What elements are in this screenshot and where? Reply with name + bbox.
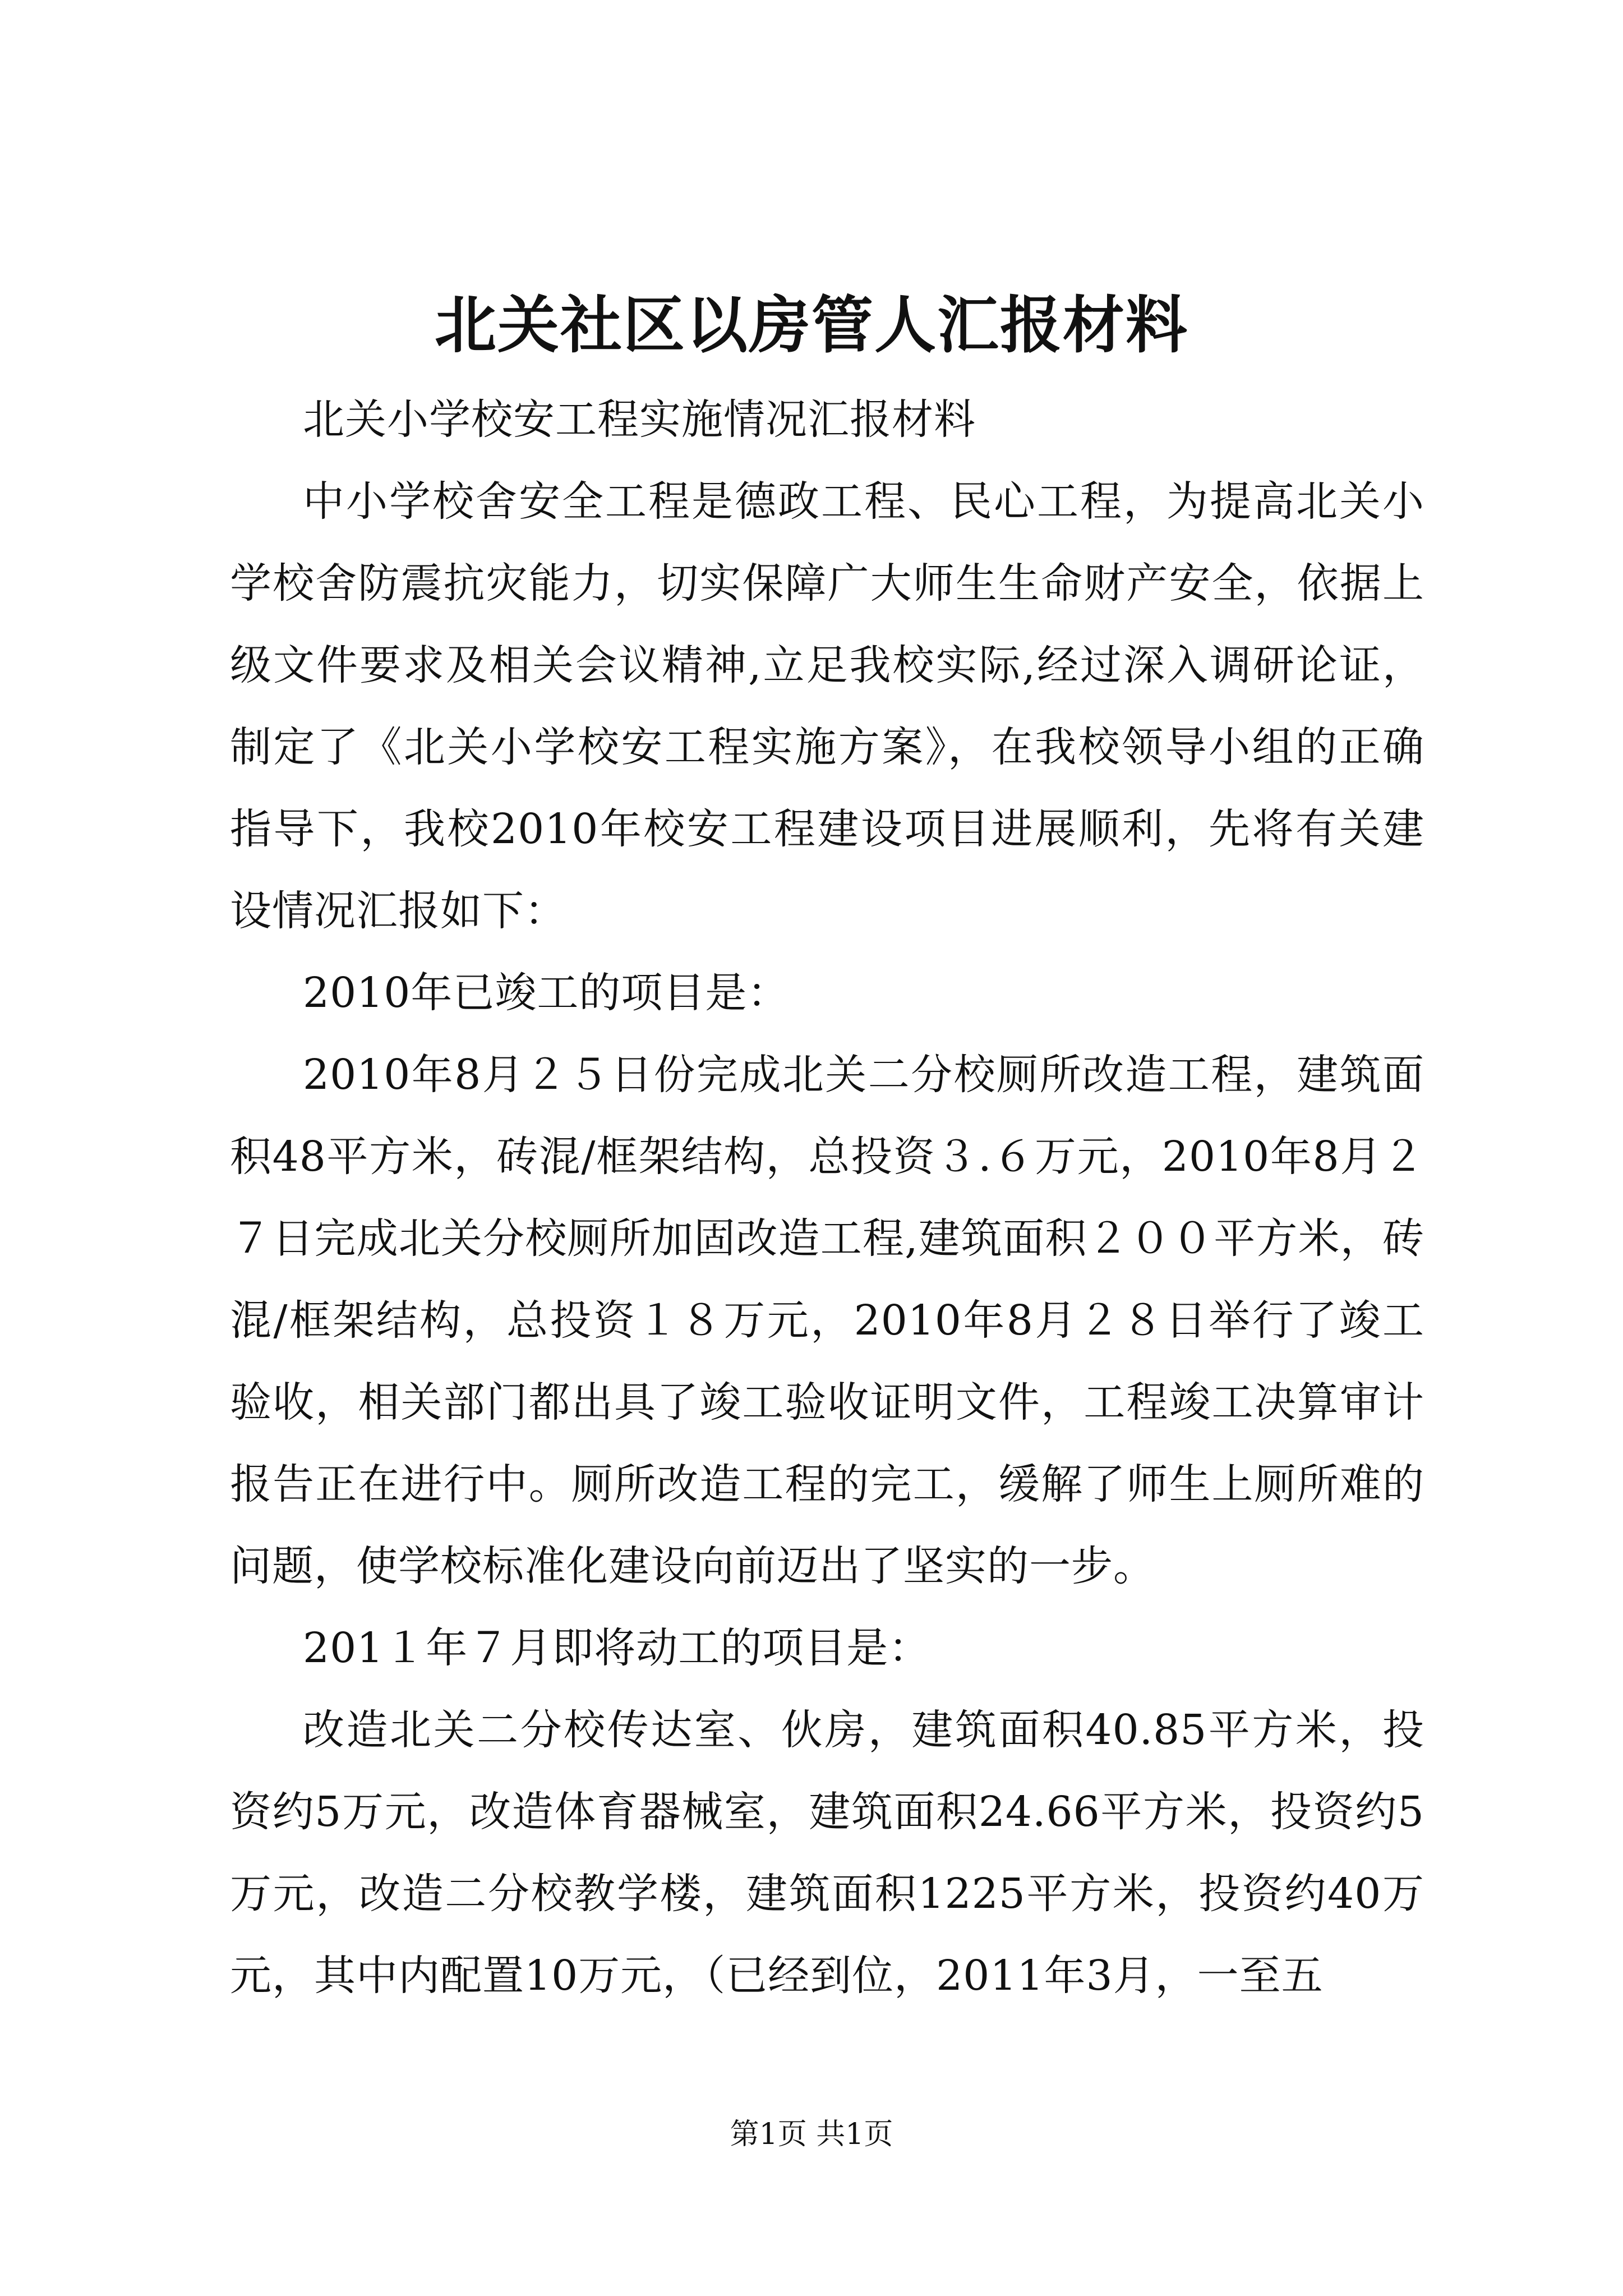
page-footer: 第1页 共1页 xyxy=(730,2118,893,2151)
document-body xyxy=(230,379,1424,2017)
completed-projects-paragraph: 2010年8月２５日份完成北关二分校厕所改造工程，建筑面积48平方米，砖混/框架结构，总投资３.６万元，2010年8月２７日完成北关分校厕所加固改造工程,建筑面积２００平方米，砖混/框架结构，总投资１８万元，2010年8月２８日举行了竣工验收，相关部门都出具了竣工验收证明文件，工程竣工决算审计报告正在进行中。厕所改造工程的完工，缓解了师生上厕所难的问题，使学校标准化建设向前迈出了坚实的一步。 xyxy=(230,1051,1424,1590)
completed-projects-heading: 2010年已竣工的项目是： xyxy=(303,969,790,1017)
subtitle-paragraph: 北关小学校安工程实施情况汇报材料 xyxy=(303,395,976,444)
upcoming-projects-heading: 201１年７月即将动工的项目是： xyxy=(303,1624,931,1672)
upcoming-projects-paragraph: 改造北关二分校传达室、伙房，建筑面积40.85平方米，投资约5万元，改造体育器械室，建筑面积24.66平方米，投资约5万元，改造二分校教学楼，建筑面积1225平方米，投资约40万元，其中内配置10万元，（已经到位，2011年3月，一至五 xyxy=(230,1706,1424,2000)
intro-paragraph: 中小学校舍安全工程是德政工程、民心工程，为提高北关小学校舍防震抗灾能力，切实保障广大师生生命财产安全，依据上级文件要求及相关会议精神,立足我校实际,经过深入调研论证，制定了《北关小学校安工程实施方案》，在我校领导小组的正确指导下，我校2010年校安工程建设项目进展顺利，先将有关建设情况汇报如下： xyxy=(230,477,1424,935)
document-title: 北关社区以房管人汇报材料 xyxy=(435,289,1188,361)
